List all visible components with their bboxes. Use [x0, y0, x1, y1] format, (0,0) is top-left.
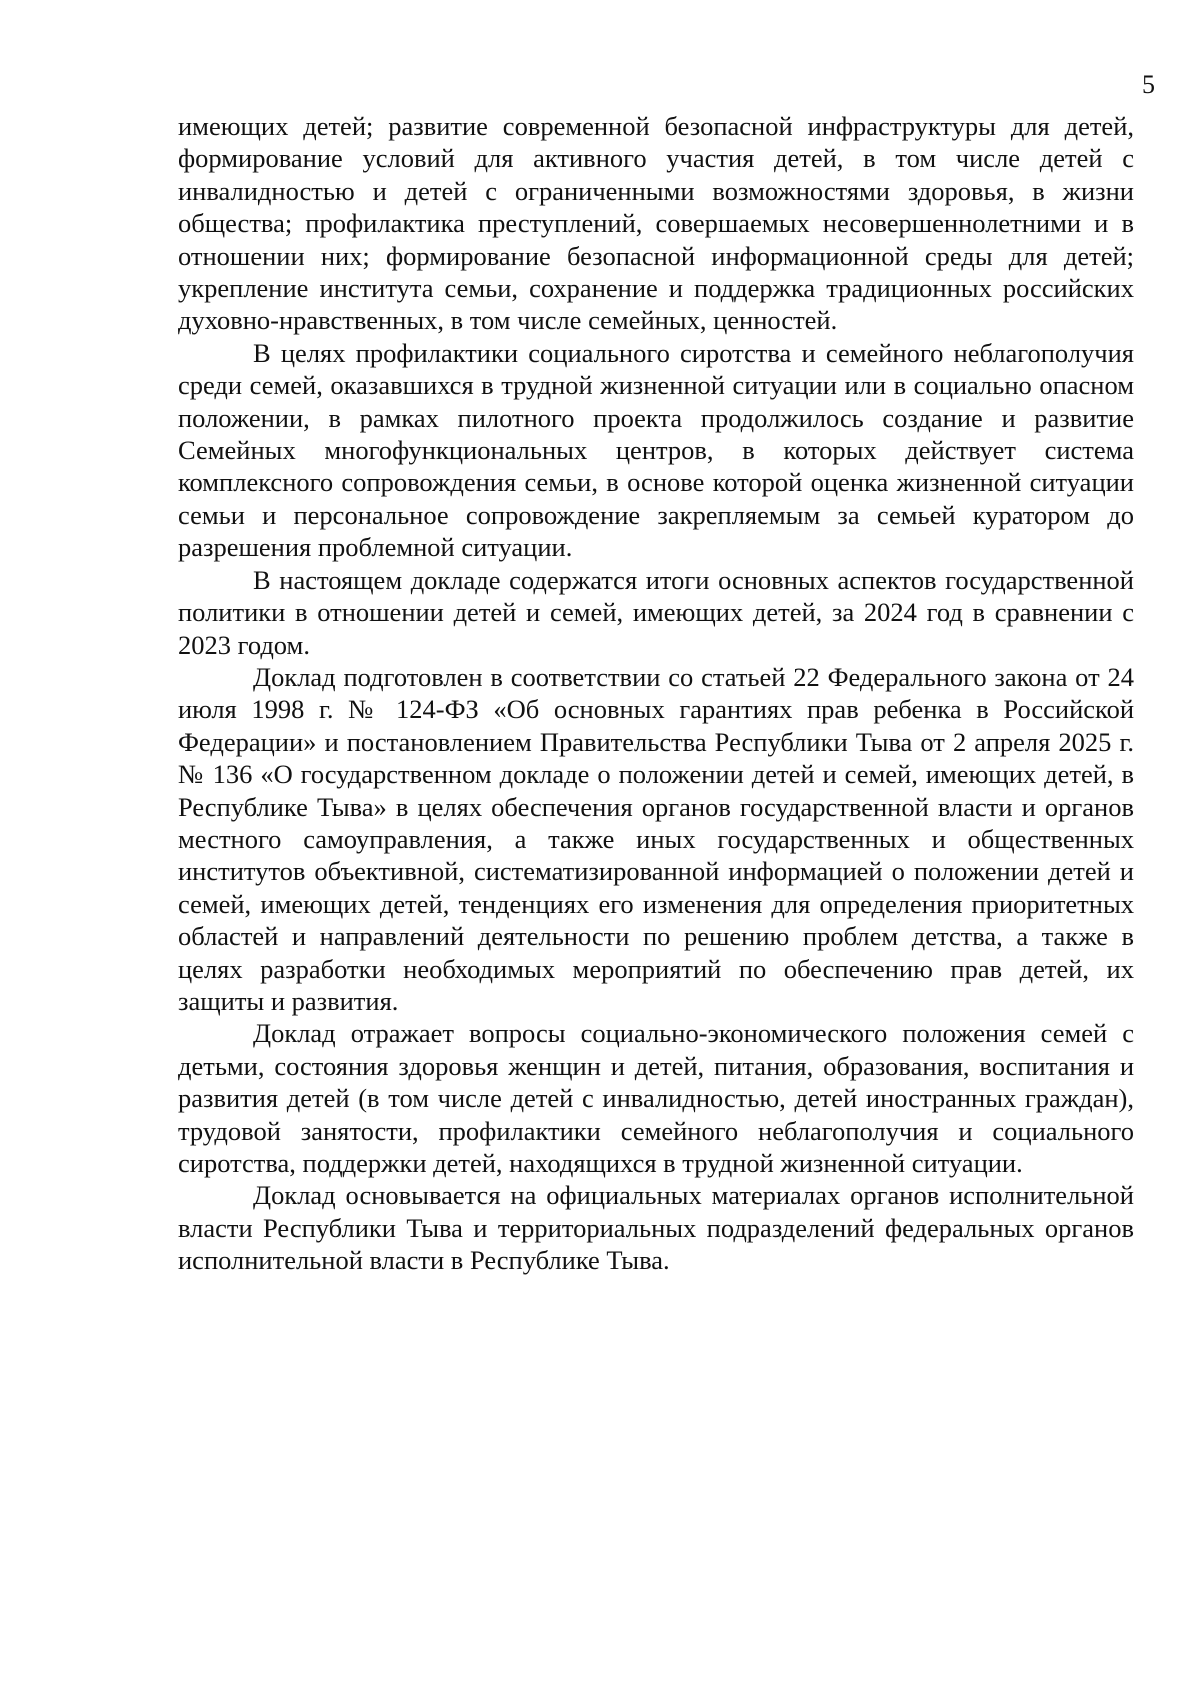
page-number: 5: [1142, 70, 1155, 99]
paragraph: Доклад подготовлен в соответствии со статьей 22 Федерального закона от 24 июля 1998 г. № 124-ФЗ «Об основных гарантиях прав ребенка в Российской Федерации» и постановлением Правительства Республики Тыва от 2 апреля 2025 г. № 136 «О государственном докладе о положении детей и семей, имеющих детей, в Республике Тыва» в целях обеспечения органов государственной власти и органов местного самоуправления, а также иных государственных и общественных институтов объективной, систематизированной информацией о положении детей и семей, имеющих детей, тенденциях его изменения для определения приоритетных областей и направлений деятельности по решению проблем детства, а также в целях разработки необходимых мероприятий по обеспечению прав детей, их защиты и развития.: [178, 661, 1134, 1016]
paragraph: Доклад отражает вопросы социально-экономического положения семей с детьми, состояния здоровья женщин и детей, питания, образования, воспитания и развития детей (в том числе детей с инвалидностью, детей иностранных граждан), трудовой занятости, профилактики семейного неблагополучия и социального сиротства, поддержки детей, находящихся в трудной жизненной ситуации.: [178, 1018, 1134, 1178]
paragraph: Доклад основывается на официальных материалах органов исполнительной власти Республики Тыва и территориальных подразделений федеральных органов исполнительной власти в Республике Тыва.: [178, 1180, 1134, 1276]
paragraph: В целях профилактики социального сиротства и семейного неблагополучия среди семей, оказавшихся в трудной жизненной ситуации или в социально опасном положении, в рамках пилотного проекта продолжилось создание и развитие Семейных многофункциональных центров, в которых действует система комплексного сопровождения семьи, в основе которой оценка жизненной ситуации семьи и персональное сопровождение закрепляемым за семьей куратором до разрешения проблемной ситуации.: [178, 337, 1134, 563]
paragraph: имеющих детей; развитие современной безопасной инфраструктуры для детей, формирование условий для активного участия детей, в том числе детей с инвалидностью и детей с ограниченными возможностями здоровья, в жизни общества; профилактика преступлений, совершаемых несовершеннолетними и в отношении них; формирование безопасной информационной среды для детей; укрепление института семьи, сохранение и поддержка традиционных российских духовно-нравственных, в том числе семейных, ценностей.: [178, 111, 1134, 336]
document-body: [178, 110, 1134, 1277]
paragraph: В настоящем докладе содержатся итоги основных аспектов государственной политики в отношении детей и семей, имеющих детей, за 2024 год в сравнении с 2023 годом.: [178, 564, 1134, 660]
